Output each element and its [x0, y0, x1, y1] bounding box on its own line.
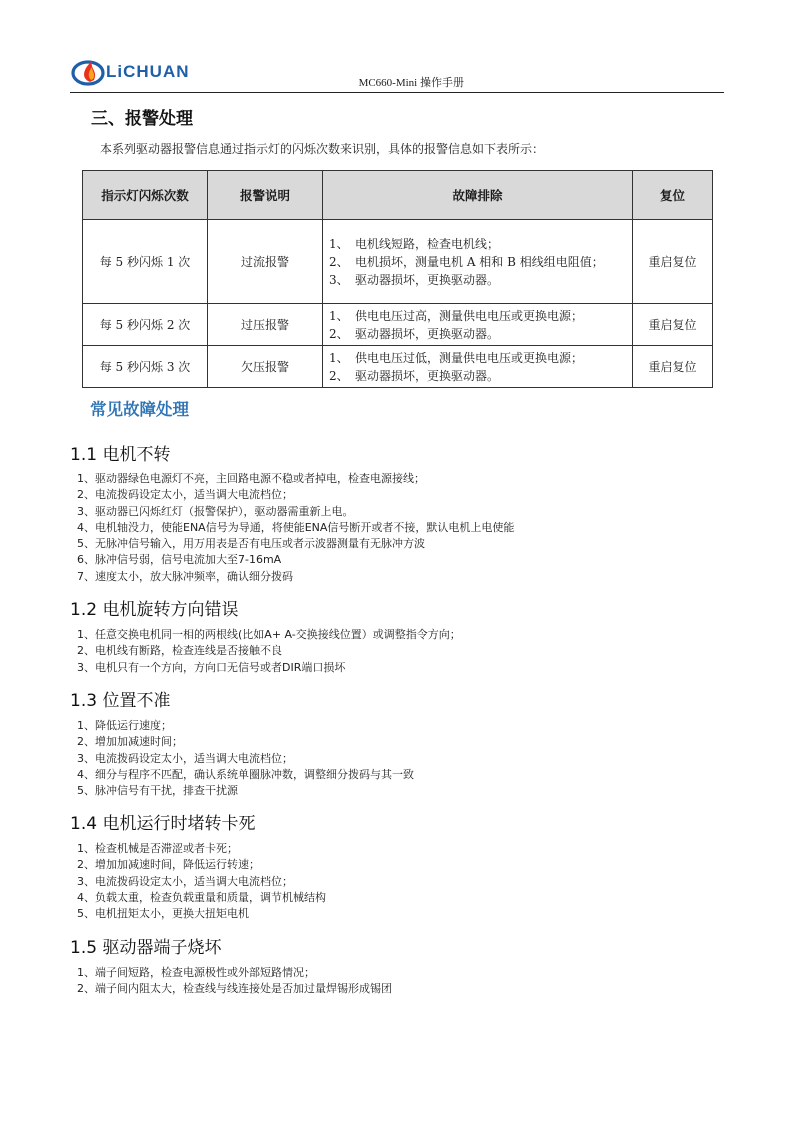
- alarm-table: [82, 170, 713, 388]
- fault-heading-terminal-burnt: 1.5 驱动器端子烧坏: [70, 938, 222, 958]
- fix-item: 1、 电机线短路，检查电机线；: [329, 236, 500, 251]
- header-flash-count: 指示灯闪烁次数: [83, 171, 208, 220]
- fix-item: 1、 供电电压过高，测量供电电压或更换电源；: [329, 308, 584, 323]
- list-item: 6、脉冲信号弱，信号电流加大至7-16mA: [77, 553, 282, 567]
- list-item: 7、速度太小，放大脉冲频率，确认细分拨码: [77, 569, 293, 583]
- fault-list-position-inaccurate: [77, 718, 414, 799]
- cell-flash: 每 5 秒闪烁 2 次: [83, 304, 208, 346]
- fault-list-terminal-burnt: [77, 965, 392, 998]
- fault-list-wrong-direction: [77, 627, 461, 676]
- header-troubleshooting: 故障排除: [323, 171, 633, 220]
- cell-desc: 过压报警: [208, 304, 323, 346]
- list-item: 5、无脉冲信号输入，用万用表是否有电压或者示波器测量有无脉冲方波: [77, 537, 425, 551]
- table-row: [83, 304, 713, 346]
- fault-heading-stall: 1.4 电机运行时堵转卡死: [70, 814, 256, 834]
- cell-reset: 重启复位: [633, 220, 713, 304]
- fix-item: 3、 驱动器损坏，更换驱动器。: [329, 272, 500, 287]
- list-item: 2、增加加减速时间，降低运行转速；: [77, 858, 260, 872]
- fix-item: 2、 电机损坏，测量电机 A 相和 B 相线组电阻值；: [329, 254, 604, 269]
- table-row: [83, 346, 713, 388]
- fault-list-motor-not-turning: [77, 471, 514, 585]
- company-logo: [70, 56, 190, 88]
- cell-desc: 过流报警: [208, 220, 323, 304]
- list-item: 1、端子间短路，检查电源极性或外部短路情况；: [77, 966, 315, 979]
- cell-reset: 重启复位: [633, 346, 713, 388]
- section-intro: 本系列驱动器报警信息通过指示灯的闪烁次数来识别，具体的报警信息如下表所示：: [100, 142, 545, 156]
- table-row: [83, 220, 713, 304]
- cell-fixes: [323, 304, 633, 346]
- header-alarm-desc: 报警说明: [208, 171, 323, 220]
- list-item: 2、增加加减速时间；: [77, 735, 183, 749]
- list-item: 4、负载太重，检查负载重量和质量，调节机械结构: [77, 890, 326, 904]
- table-header-row: [83, 171, 713, 220]
- logo-text: LiCHUAN: [106, 62, 190, 81]
- header-reset: 复位: [633, 171, 713, 220]
- fix-item: 1、 供电电压过低，测量供电电压或更换电源；: [329, 350, 584, 365]
- page-header: [70, 52, 724, 93]
- fault-heading-position-inaccurate: 1.3 位置不准: [70, 691, 171, 711]
- list-item: 3、电流拨码设定太小，适当调大电流档位；: [77, 751, 293, 765]
- list-item: 5、脉冲信号有干扰，排查干扰源: [77, 784, 238, 798]
- cell-desc: 欠压报警: [208, 346, 323, 388]
- list-item: 2、电流拨码设定太小，适当调大电流档位；: [77, 488, 293, 502]
- list-item: 1、检查机械是否滞涩或者卡死；: [77, 842, 238, 855]
- list-item: 3、电流拨码设定太小，适当调大电流档位；: [77, 874, 293, 888]
- fault-heading-wrong-direction: 1.2 电机旋转方向错误: [70, 600, 239, 620]
- list-item: 1、降低运行速度；: [77, 719, 172, 732]
- list-item: 1、驱动器绿色电源灯不亮，主回路电源不稳或者掉电，检查电源接线；: [77, 472, 425, 485]
- section-title: 三、报警处理: [91, 109, 193, 129]
- fix-item: 2、 驱动器损坏，更换驱动器。: [329, 368, 500, 383]
- common-faults-heading: 常见故障处理: [90, 400, 189, 419]
- cell-flash: 每 5 秒闪烁 1 次: [83, 220, 208, 304]
- fix-item: 2、 驱动器损坏，更换驱动器。: [329, 326, 500, 341]
- cell-reset: 重启复位: [633, 304, 713, 346]
- list-item: 3、电机只有一个方向，方向口无信号或者DIR端口损坏: [77, 660, 346, 674]
- list-item: 4、电机轴没力，使能ENA信号为导通，将使能ENA信号断开或者不接，默认电机上电使能: [77, 520, 515, 534]
- list-item: 1、任意交换电机同一相的两根线(比如A+ A-交换接线位置）或调整指令方向；: [77, 628, 461, 641]
- cell-fixes: [323, 346, 633, 388]
- cell-fixes: [323, 220, 633, 304]
- fault-heading-motor-not-turning: 1.1 电机不转: [70, 445, 171, 465]
- document-title: MC660-Mini 操作手册: [358, 77, 464, 89]
- list-item: 3、驱动器已闪烁红灯（报警保护），驱动器需重新上电。: [77, 504, 354, 518]
- lichuan-logo-icon: [70, 56, 110, 88]
- cell-flash: 每 5 秒闪烁 3 次: [83, 346, 208, 388]
- fault-list-stall: [77, 841, 326, 922]
- list-item: 2、端子间内阻太大，检查线与线连接处是否加过量焊锡形成锡团: [77, 982, 392, 996]
- list-item: 4、细分与程序不匹配，确认系统单圈脉冲数，调整细分拨码与其一致: [77, 767, 414, 781]
- list-item: 5、电机扭矩太小，更换大扭矩电机: [77, 907, 249, 921]
- list-item: 2、电机线有断路，检查连线是否接触不良: [77, 644, 282, 658]
